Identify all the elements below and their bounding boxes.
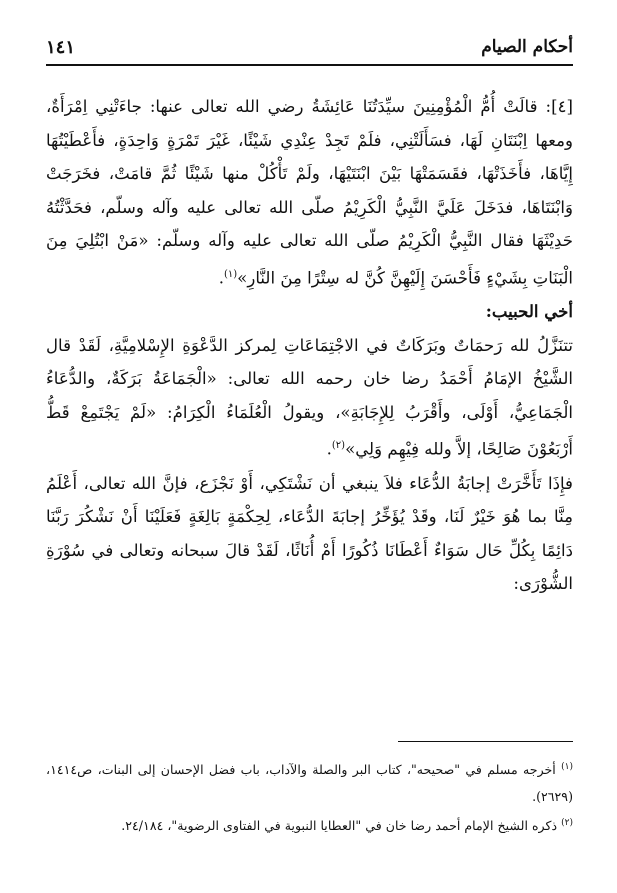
hadith-paragraph [46, 90, 573, 295]
gathering-text: تتنَزَّلُ لله رَحمَاتٌ وبَرَكَاتٌ في الاجْتِمَاعَاتِ لِمركز الدَّعْوَةِ الإِسْلامِيَّةِ، لَقَدْ قال الشَّيْخُ الإمَامُ أَحْمَدُ رضا خان رحمه الله تعالى: «الْجَمَاعَةُ بَرَكَةٌ، والدُّعَاءُ الْجَمَاعِيُّ، أَوْلَى، وأَقْرَبُ لِلإِجَابَةِ»، ويقولُ الْعُلَمَاءُ الْكِرَامُ: «لَمْ يَجْتَمِعْ قَطُّ أَرْبَعُوْنَ صَالِحًا، إلاَّ ولله فِيْهِم وَلِي» [46, 335, 573, 459]
footnote-2-text: ذكره الشيخ الإمام أحمد رضا خان في "العطايا النبوية في الفتاوى الرضوية"، ٢٤/١٨٤. [121, 818, 558, 834]
footnote-2 [46, 810, 573, 839]
footnote-2-number: (٢) [561, 818, 573, 829]
footnote-ref-1: (١) [223, 268, 238, 280]
main-text [46, 90, 573, 601]
footnote-1-text: أخرجه مسلم في "صحيحه"، كتاب البر والصلة والآداب، باب فضل الإحسان إلى البنات، ص١٤١٤، (٢٦٢٩). [46, 762, 573, 805]
patience-paragraph: فإِذَا تَأَخَّرَتْ إجابَةُ الدُّعَاء فلاَ ينبغي أن نَشْتَكِي، أَوْ نَجْزَع، فإنَّ الله تعالى، أَعْلَمُ مِنَّا بما هُوَ خَيْرٌ لَنَا، وقَدْ يُؤَخِّرُ إجابَةَ الدُّعَاء، لِحِكْمَةٍ بَالِغَةٍ فَعَلَيْنَا أَنْ نَشْكُرَ رَبَّنَا دَائِمًا بِكُلِّ حَال سَوَاءٌ أَعْطَانَا ذُكُورًا أَمْ أُنَاثًا، لَقَدْ قالَ سبحانه وتعالى في سُوْرَةِ الشُّوْرَى: [46, 473, 573, 594]
gathering-end-mark: . [326, 440, 332, 459]
hadith-end-mark: . [218, 268, 224, 288]
footnotes [46, 754, 573, 839]
footnote-1 [46, 754, 573, 810]
running-header [46, 30, 573, 66]
gathering-paragraph [46, 329, 573, 467]
page-number: ١٤١ [46, 36, 76, 58]
section-heading: أخي الحبيب: [485, 301, 573, 322]
footnote-ref-2: (٢) [331, 440, 346, 452]
book-title: أحكام الصيام [481, 37, 573, 57]
hadith-text: [٤]: قالَتْ أُمُّ الْمُؤْمِنِينَ سيِّدَتُنَا عَائِشَةُ رضي الله تعالى عنها: جاءَتْنِي اِمْرَأَةٌ، ومعها اِبْنَتَانِ لَهَا، فسَأَلَتْنِي، فلَمْ تَجِدْ عِنْدِي شَيْئًا، غَيْرَ تَمْرَةٍ وَاحِدَةٍ، فأَعْطَيْتُهَا إِيَّاهَا، فأَخَذَتْهَا، فقَسَمَتْهَا بَيْنَ ابْنَتَيْهَا، ولَمْ تَأْكُلْ منها شَيْئًا ثُمَّ قامَتْ، فخَرَجَتْ وَابْنَتَاهَا، فدَخَلَ عَلَيَّ النَّبِيُّ الْكَرِيْمُ صلّى الله تعالى عليه وآله وسلّم، فحَدَّثْتُهُ حَدِيْثَهَا فقال النَّبِيُّ الْكَرِيْمُ صلّى الله تعالى عليه وآله وسلّم: «مَنْ ابْتُلِيَ مِنَ الْبَنَاتِ بِشَيْءٍ فَأَحْسَنَ إِلَيْهِنَّ كُنَّ له سِتْرًا مِنَ النَّارِ» [46, 97, 573, 288]
footnote-1-number: (١) [561, 762, 573, 772]
footnote-divider [398, 741, 573, 742]
